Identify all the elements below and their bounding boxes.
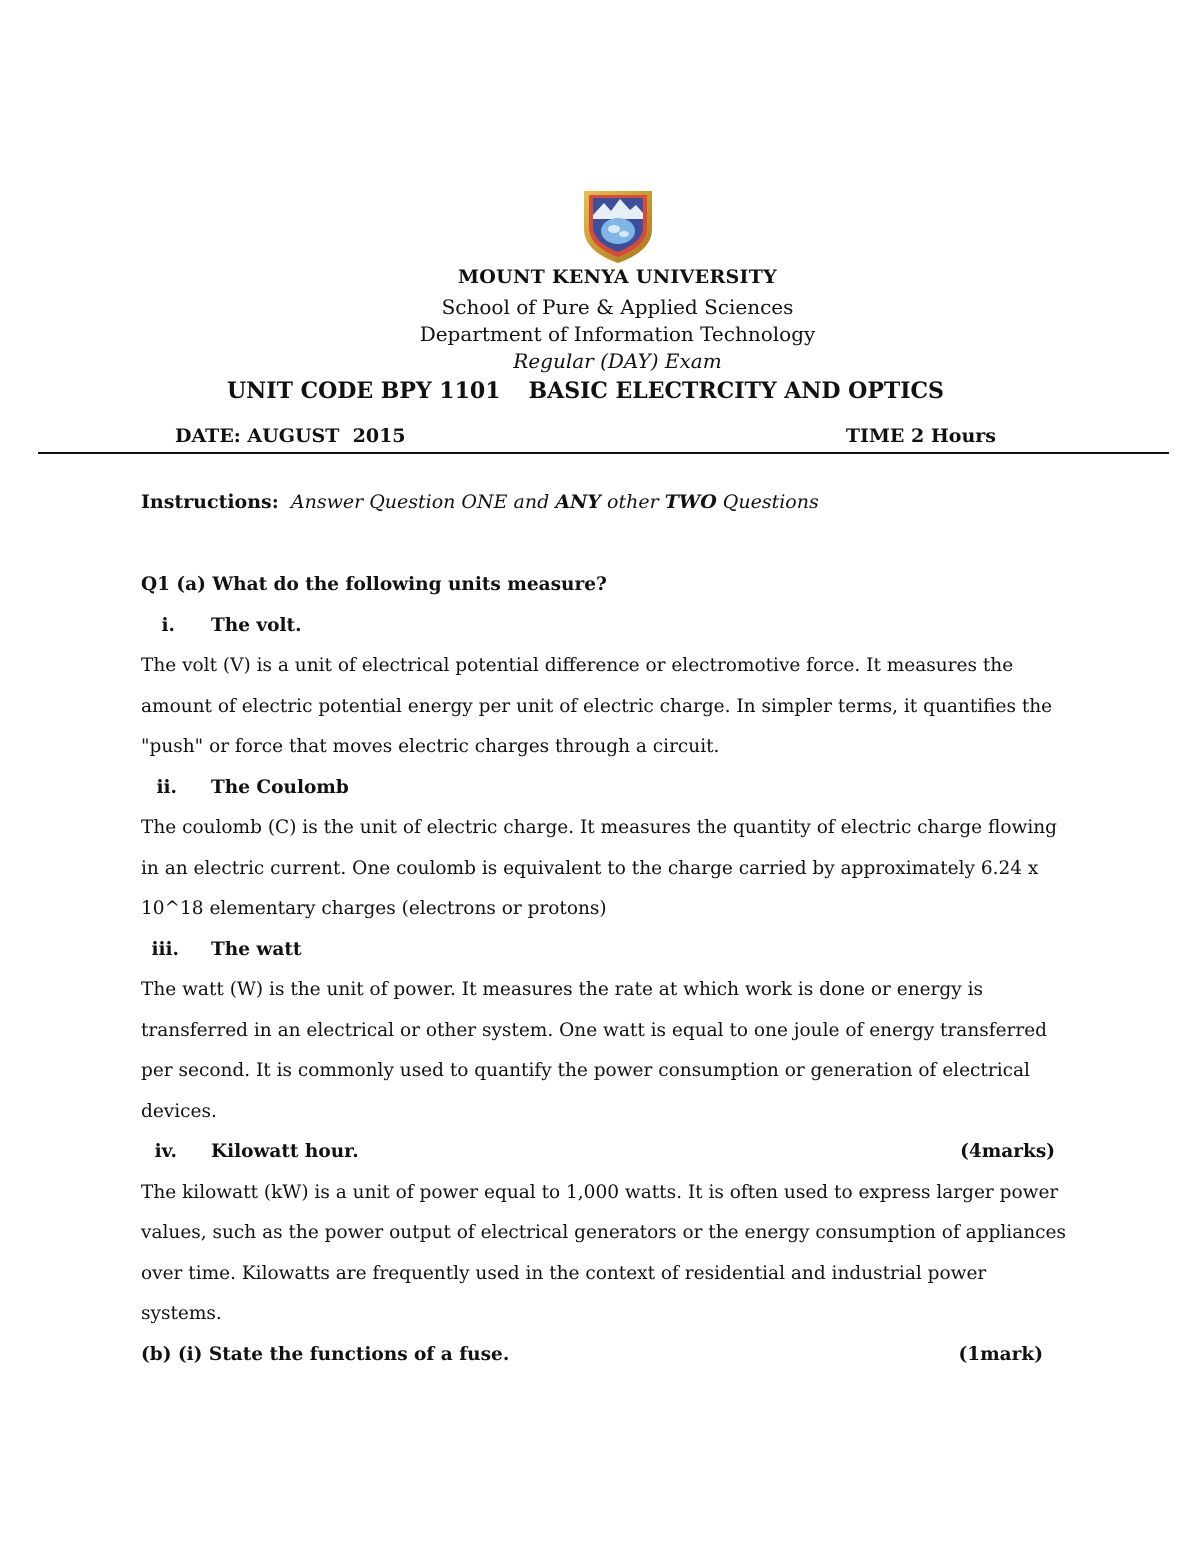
instructions-label: Instructions: bbox=[141, 491, 279, 513]
item-number: i. bbox=[161, 614, 175, 636]
exam-time: TIME 2 Hours bbox=[845, 425, 996, 447]
exam-type: Regular (DAY) Exam bbox=[513, 349, 722, 373]
item-heading bbox=[141, 1137, 1061, 1178]
unit-heading bbox=[227, 378, 944, 404]
item-label: Kilowatt hour. bbox=[211, 1141, 359, 1162]
answer-line: transferred in an electrical or other system. One watt is equal to one joule of energy transferred bbox=[141, 1019, 1048, 1041]
answer-line: "push" or force that moves electric charges through a circuit. bbox=[141, 736, 720, 757]
question-content bbox=[141, 570, 1066, 1380]
answer-line: systems. bbox=[141, 1303, 222, 1324]
answer-line: amount of electric potential energy per unit of electric charge. In simpler terms, it quantifies the bbox=[141, 695, 1053, 717]
unit-title: BASIC ELECTRCITY AND OPTICS bbox=[528, 378, 944, 404]
item-heading bbox=[141, 773, 1061, 814]
answer-line: in an electric current. One coulomb is equivalent to the charge carried by approximately 6.24 x bbox=[141, 857, 1039, 879]
answer-line: 10^18 elementary charges (electrons or protons) bbox=[141, 898, 607, 919]
answer-line: devices. bbox=[141, 1100, 217, 1122]
answer-line: The coulomb (C) is the unit of electric charge. It measures the quantity of electric charge flowing bbox=[141, 817, 1057, 838]
part-b-heading bbox=[141, 1340, 1061, 1381]
part-b-text: (b) (i) State the functions of a fuse. bbox=[141, 1343, 510, 1365]
header-divider bbox=[38, 452, 1169, 454]
answer-line: The kilowatt (kW) is a unit of power equal to 1,000 watts. It is often used to express larger power bbox=[141, 1181, 1059, 1203]
university-name: MOUNT KENYA UNIVERSITY bbox=[457, 266, 778, 288]
instructions-part2: other bbox=[601, 491, 665, 513]
department-name: Department of Information Technology bbox=[419, 322, 816, 346]
item-heading bbox=[141, 935, 1061, 976]
answer-line: per second. It is commonly used to quantify the power consumption or generation of electrical bbox=[141, 1060, 1030, 1081]
university-crest-logo bbox=[578, 185, 658, 265]
answer-line: over time. Kilowatts are frequently used in the context of residential and industrial power bbox=[141, 1262, 987, 1284]
marks-label: (1mark) bbox=[958, 1343, 1043, 1365]
answer-line: values, such as the power output of electrical generators or the energy consumption of appliances bbox=[141, 1222, 1066, 1243]
item-number: iv. bbox=[154, 1141, 177, 1162]
item-number: ii. bbox=[156, 776, 177, 798]
instructions-any: ANY bbox=[555, 491, 601, 513]
exam-date: DATE: AUGUST 2015 bbox=[175, 425, 406, 447]
instructions-part3: Questions bbox=[716, 491, 819, 513]
q1-heading: Q1 (a) What do the following units measure? bbox=[141, 574, 607, 595]
item-number: iii. bbox=[151, 938, 179, 960]
answer-line: The volt (V) is a unit of electrical potential difference or electromotive force. It measures the bbox=[141, 655, 1014, 676]
answer-line: The watt (W) is the unit of power. It measures the rate at which work is done or energy is bbox=[141, 979, 983, 1000]
item-label: The watt bbox=[211, 938, 302, 960]
item-label: The Coulomb bbox=[211, 776, 349, 798]
unit-code: UNIT CODE BPY 1101 bbox=[227, 378, 501, 404]
item-heading bbox=[141, 611, 1061, 652]
item-label: The volt. bbox=[211, 614, 302, 636]
instructions bbox=[141, 491, 819, 513]
marks-label: (4marks) bbox=[960, 1141, 1055, 1162]
school-name: School of Pure & Applied Sciences bbox=[441, 295, 794, 319]
instructions-part1: Answer Question ONE and bbox=[290, 491, 556, 513]
instructions-two: TWO bbox=[664, 491, 717, 513]
